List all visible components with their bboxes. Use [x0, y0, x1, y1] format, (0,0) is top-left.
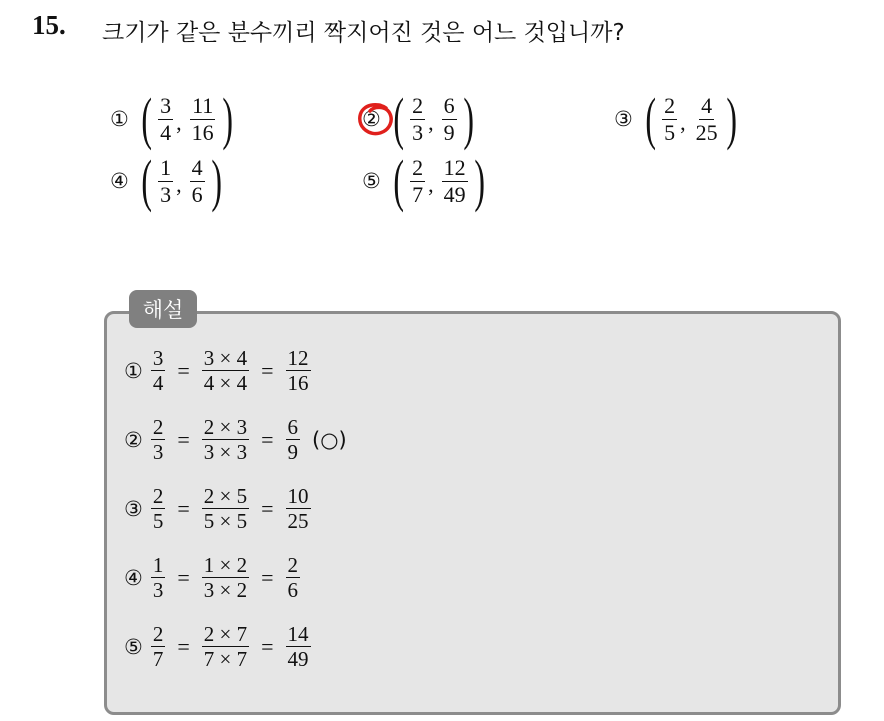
choice-1[interactable]: ① ( $\frac{3}{4}$ , $\frac{11}{16}$ ): [110, 86, 233, 151]
fraction: $\frac{2}{3}$: [412, 93, 424, 145]
correct-mark: (○): [312, 427, 347, 452]
solution-row-2: ② $\frac{2}{3}$ = $\frac{2 \times 3}{3 \times 3}$ = $\frac{6}{9}$ (○): [124, 415, 347, 465]
choice-number: ①: [110, 107, 129, 131]
question-text: 크기가 같은 분수끼리 짝지어진 것은 어느 것입니까?: [102, 20, 625, 46]
fraction: $\frac{2}{5}$: [664, 93, 676, 145]
fraction: $\frac{4}{6}$: [191, 155, 203, 207]
choice-number: ⑤: [362, 169, 381, 193]
choice-5[interactable]: ⑤ ( $\frac{2}{7}$ , $\frac{12}{49}$ ): [362, 148, 485, 213]
solution-row-4: ④ $\frac{1}{3}$ = $\frac{1 \times 2}{3 \times 2}$ = $\frac{2}{6}$: [124, 553, 299, 603]
fraction: $\frac{11}{16}$: [191, 93, 214, 145]
choice-number: ②: [362, 107, 381, 131]
solution-tag: 해설: [129, 290, 197, 328]
solution-row-1: ① $\frac{3}{4}$ = $\frac{3 \times 4}{4 \times 4}$ = $\frac{12}{16}$: [124, 346, 309, 396]
fraction: $\frac{2}{7}$: [412, 155, 424, 207]
choice-number: ③: [614, 107, 633, 131]
question-number: 15.: [32, 10, 66, 40]
solution-row-5: ⑤ $\frac{2}{7}$ = $\frac{2 \times 7}{7 \times 7}$ = $\frac{14}{49}$: [124, 622, 309, 672]
fraction: $\frac{12}{49}$: [443, 155, 466, 207]
fraction: $\frac{3}{4}$: [160, 93, 172, 145]
fraction: $\frac{6}{9}$: [443, 93, 455, 145]
fraction: $\frac{4}{25}$: [695, 93, 718, 145]
choice-number: ④: [110, 169, 129, 193]
choice-4[interactable]: ④ ( $\frac{1}{3}$ , $\frac{4}{6}$ ): [110, 148, 222, 213]
choice-2[interactable]: ② ( $\frac{2}{3}$ , $\frac{6}{9}$ ): [362, 90, 478, 148]
solution-row-3: ③ $\frac{2}{5}$ = $\frac{2 \times 5}{5 \times 5}$ = $\frac{10}{25}$: [124, 484, 309, 534]
fraction: $\frac{1}{3}$: [160, 155, 172, 207]
choice-3[interactable]: ③ ( $\frac{2}{5}$ , $\frac{4}{25}$ ): [614, 86, 737, 151]
